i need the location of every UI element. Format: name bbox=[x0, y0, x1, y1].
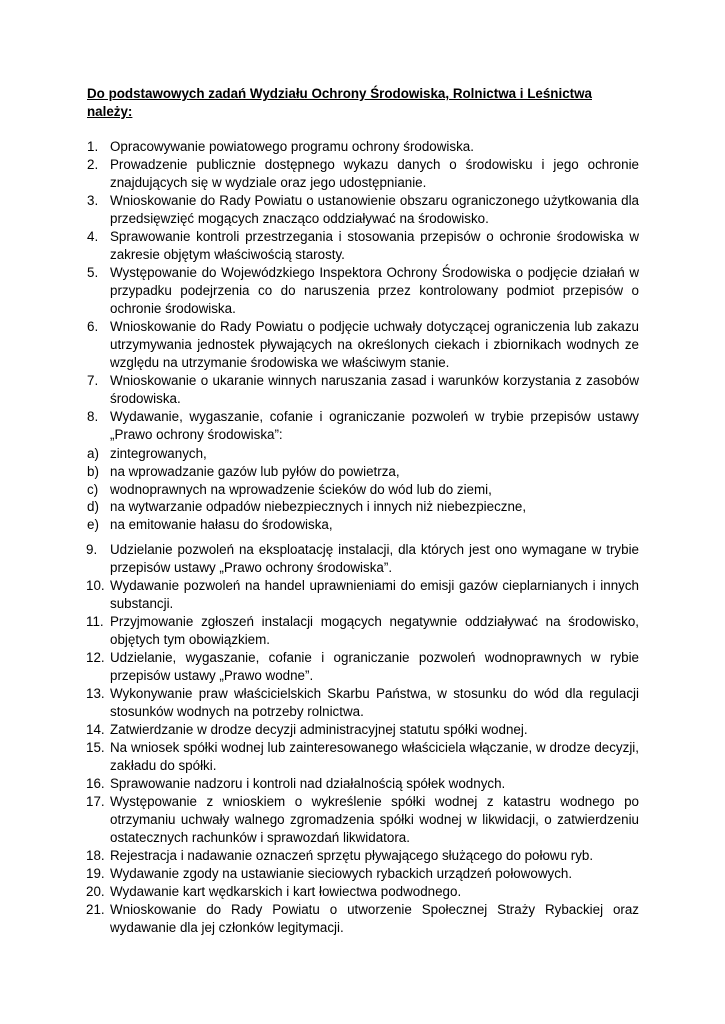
list-item-text: Wnioskowanie do Rady Powiatu o ustanowienie obszaru ograniczonego użytkowania dla przedsięwzięć mogących znacząco oddziaływać na środowisko. bbox=[110, 193, 639, 226]
list-item-text: Udzielanie pozwoleń na eksploatację instalacji, dla których jest ono wymagane w trybie przepisów ustawy „Prawo ochrony środowiska”. bbox=[110, 542, 639, 575]
list-item-number: 20. bbox=[86, 884, 105, 899]
page-title: Do podstawowych zadań Wydziału Ochrony Środowiska, Rolnictwa i Leśnictwa należy: bbox=[87, 86, 592, 119]
list-item-text: Wnioskowanie o ukaranie winnych naruszania zasad i warunków korzystania z zasobów środowiska. bbox=[110, 373, 639, 406]
list-item-number: 14. bbox=[86, 722, 105, 737]
list-item-text: Wykonywanie praw właścicielskich Skarbu Państwa, w stosunku do wód dla regulacji stosunków wodnych na potrzeby rolnictwa. bbox=[110, 686, 639, 719]
list-item-text: Sprawowanie kontroli przestrzegania i stosowania przepisów o ochronie środowiska w zakresie objętym właściwością starosty. bbox=[110, 229, 639, 262]
list-item bbox=[87, 577, 639, 613]
sub-list-item bbox=[87, 516, 639, 534]
list-item-text: Wydawanie pozwoleń na handel uprawnieniami do emisji gazów cieplarnianych i innych substancji. bbox=[110, 578, 639, 611]
list-item-number: 7. bbox=[87, 373, 99, 388]
list-item-number: e) bbox=[87, 517, 99, 533]
list-item-text: Udzielanie, wygaszanie, cofanie i ograniczanie pozwoleń wodnoprawnych w rybie przepisów ustawy „Prawo wodne”. bbox=[110, 650, 639, 683]
list-item bbox=[87, 541, 639, 577]
list-item bbox=[87, 649, 639, 685]
list-item-text: Wydawanie zgody na ustawianie sieciowych rybackich urządzeń połowowych. bbox=[110, 866, 573, 881]
list-item-number: 5. bbox=[87, 265, 99, 280]
list-item-text: Prowadzenie publicznie dostępnego wykazu danych o środowisku i jego ochronie znajdujących się w wydziale oraz jego udostępnianie. bbox=[110, 157, 639, 190]
list-item-number: 2. bbox=[87, 157, 99, 172]
list-item bbox=[87, 775, 639, 793]
list-item-text: Wnioskowanie do Rady Powiatu o podjęcie uchwały dotyczącej ograniczenia lub zakazu utrzymywania jednostek pływających na określonych ciekach i zbiornikach wodnych ze względu na utrzymanie środowiska we właściwym stanie. bbox=[110, 319, 639, 370]
list-item bbox=[87, 901, 639, 937]
list-item-text: Występowanie z wnioskiem o wykreślenie spółki wodnej z katastru wodnego po otrzymaniu uchwały walnego zgromadzenia spółki wodnej w likwidacji, o zatwierdzeniu ostatecznych rachunków i sprawozdań likwidatora. bbox=[110, 794, 639, 845]
list-item-number: 11. bbox=[86, 614, 104, 629]
list-item bbox=[87, 264, 639, 318]
list-item bbox=[87, 793, 639, 847]
list-item-text: na wprowadzanie gazów lub pyłów do powietrza, bbox=[110, 463, 400, 479]
list-item-text: Wydawanie, wygaszanie, cofanie i ograniczanie pozwoleń w trybie przepisów ustawy „Prawo ochrony środowiska”: bbox=[110, 409, 639, 442]
list-item-text: Przyjmowanie zgłoszeń instalacji mogących negatywnie oddziaływać na środowisko, objętych tym obowiązkiem. bbox=[110, 614, 639, 647]
list-item bbox=[87, 318, 639, 372]
list-item-number: 12. bbox=[86, 650, 105, 665]
list-item bbox=[87, 192, 639, 228]
list-item-text: na wytwarzanie odpadów niebezpiecznych i innych niż niebezpieczne, bbox=[110, 499, 527, 515]
sub-list-item bbox=[87, 463, 639, 481]
list-item bbox=[87, 228, 639, 264]
list-item bbox=[87, 156, 639, 192]
list-item-number: 21. bbox=[86, 902, 105, 917]
list-item-number: 4. bbox=[87, 229, 99, 244]
sub-list-item bbox=[87, 498, 639, 516]
list-item-number: 13. bbox=[86, 686, 105, 701]
list-item-number: d) bbox=[87, 499, 99, 515]
list-item bbox=[87, 883, 639, 901]
list-item-number: 10. bbox=[86, 578, 105, 593]
permit-subtypes-list bbox=[87, 445, 639, 534]
list-item bbox=[87, 372, 639, 408]
sub-list-item bbox=[87, 445, 639, 463]
list-item bbox=[87, 865, 639, 883]
list-item-text: Opracowywanie powiatowego programu ochrony środowiska. bbox=[110, 139, 474, 154]
list-item-text: Sprawowanie nadzoru i kontroli nad działalnością spółek wodnych. bbox=[110, 776, 506, 791]
list-item-text: Wydawanie kart wędkarskich i kart łowiectwa podwodnego. bbox=[110, 884, 462, 899]
list-item-text: na emitowanie hałasu do środowiska, bbox=[110, 517, 333, 533]
list-item-text: zintegrowanych, bbox=[110, 446, 207, 461]
list-item-text: Na wniosek spółki wodnej lub zainteresowanego właściciela włączanie, w drodze decyzji, zakładu do spółki. bbox=[110, 740, 639, 773]
list-item bbox=[87, 613, 639, 649]
list-item-number: 16. bbox=[86, 776, 105, 791]
list-item-number: 6. bbox=[87, 319, 99, 334]
list-item bbox=[87, 685, 639, 721]
task-list-continued bbox=[87, 541, 639, 937]
list-item-number: 17. bbox=[86, 794, 105, 809]
list-item-number: c) bbox=[87, 481, 99, 497]
list-item-number: 8. bbox=[87, 409, 99, 424]
list-item bbox=[87, 721, 639, 739]
list-item-text: Wnioskowanie do Rady Powiatu o utworzenie Społecznej Straży Rybackiej oraz wydawanie dla jej członków legitymacji. bbox=[110, 902, 639, 935]
list-item-number: 18. bbox=[86, 848, 105, 863]
list-item-number: 15. bbox=[86, 740, 105, 755]
list-item-number: 1. bbox=[87, 139, 99, 154]
list-item-number: b) bbox=[87, 463, 99, 479]
list-item bbox=[87, 847, 639, 865]
list-item bbox=[87, 138, 639, 156]
list-item-text: wodnoprawnych na wprowadzenie ścieków do wód lub do ziemi, bbox=[110, 481, 492, 497]
list-item-number: 19. bbox=[86, 866, 105, 881]
list-item-number: a) bbox=[87, 446, 99, 461]
list-item bbox=[87, 408, 639, 444]
list-item bbox=[87, 739, 639, 775]
list-item-text: Zatwierdzanie w drodze decyzji administracyjnej statutu spółki wodnej. bbox=[110, 722, 528, 737]
list-item-number: 3. bbox=[87, 193, 99, 208]
list-item-text: Występowanie do Wojewódzkiego Inspektora Ochrony Środowiska o podjęcie działań w przypadku podejrzenia co do naruszenia przez kontrolowany podmiot przepisów o ochronie środowiska. bbox=[110, 265, 639, 316]
sub-list-item bbox=[87, 481, 639, 499]
list-item-number: 9. bbox=[86, 542, 98, 557]
task-list-main bbox=[87, 138, 639, 444]
list-item-text: Rejestracja i nadawanie oznaczeń sprzętu pływającego służącego do połowu ryb. bbox=[110, 848, 594, 863]
